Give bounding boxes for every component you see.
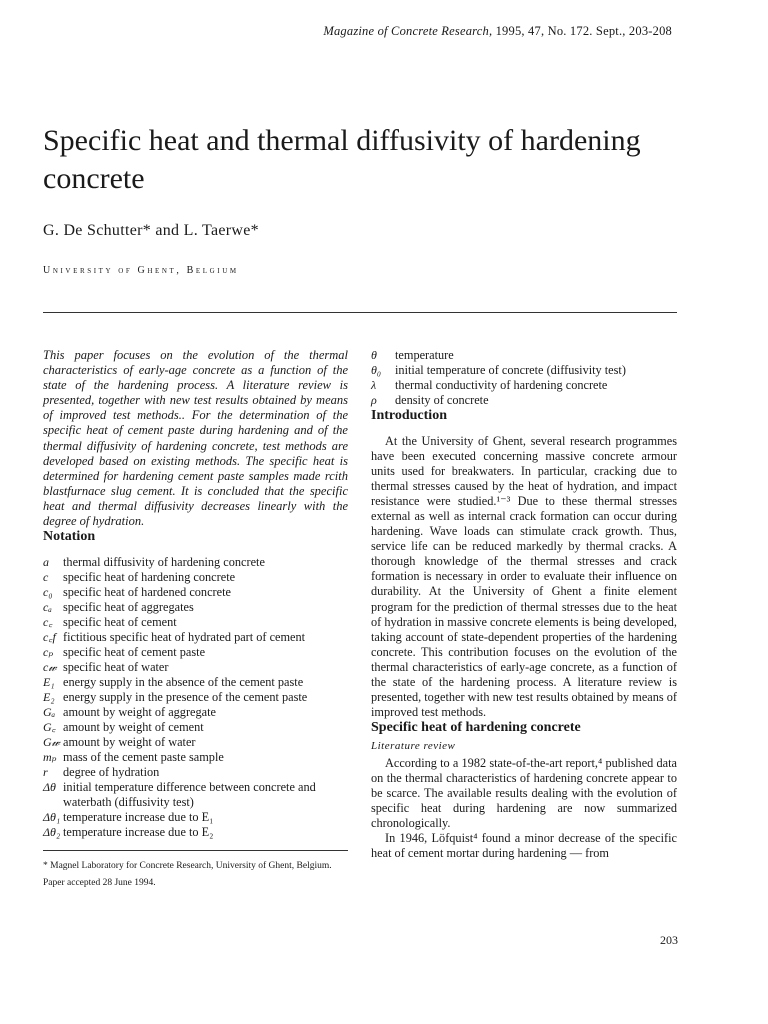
notation-item <box>43 675 348 690</box>
notation-symbol: θ <box>371 348 377 362</box>
literature-review-subheading: Literature review <box>371 739 456 752</box>
notation-item <box>43 690 348 705</box>
notation-symbol: mₚ <box>43 750 57 765</box>
notation-definition: density of concrete <box>395 393 489 407</box>
notation-symbol: cₚ <box>43 645 54 660</box>
notation-symbol: r <box>43 765 48 780</box>
specific-heat-paragraph-1: According to a 1982 state-of-the-art report,⁴ published data on the thermal characteristics of hardening concrete appear to be scarce. The available results dealing with the evolution of specific heat during hardening are now summarized chronologically. <box>371 755 677 831</box>
journal-volume: 1995, 47, No. 172. Sept., 203-208 <box>492 24 672 38</box>
notation-definition: specific heat of cement <box>63 615 177 630</box>
notation-definition: amount by weight of cement <box>63 720 204 735</box>
notation-definition: initial temperature difference between concrete and <box>63 780 316 795</box>
notation-symbol: Gₐ <box>43 705 56 720</box>
notation-symbol: G꜀ <box>43 720 56 735</box>
notation-definition: amount by weight of aggregate <box>63 705 216 720</box>
notation-item <box>43 585 348 600</box>
notation-definition: temperature <box>395 348 454 362</box>
notation-definition: thermal conductivity of hardening concrete <box>395 378 608 392</box>
notation-symbol: c꜀f <box>43 630 56 645</box>
notation-item <box>371 363 677 378</box>
affiliation: University of Ghent, Belgium <box>43 265 239 276</box>
left-column <box>43 348 348 888</box>
abstract: This paper focuses on the evolution of the thermal characteristics of early-age concrete as a function of the state of the hardening process. A literature review is presented, together with new test results obtained by means of improved test methods.. For the determination of the specific heat of cement paste during hardening and of the thermal diffusivity of hardening concrete, test methods are developed based on existing methods. The specific heat is determined for hardening cement paste samples made rcith blastfurnace slug cement. It is concluded that the specific heat and thermal diffusivity decreases linearly with the degree of hydration. <box>43 348 348 529</box>
notation-item <box>43 645 348 660</box>
notation-item <box>43 825 348 840</box>
notation-symbol: c𝓌 <box>43 660 57 675</box>
introduction-heading: Introduction <box>371 408 447 423</box>
notation-symbol: E₂ <box>43 690 55 705</box>
header-divider <box>43 312 677 313</box>
notation-symbol: ρ <box>371 393 377 407</box>
right-column <box>371 348 677 861</box>
notation-symbol: c꜀ <box>43 615 53 630</box>
notation-definition: specific heat of cement paste <box>63 645 206 660</box>
notation-item <box>371 393 677 408</box>
notation-item <box>43 735 348 750</box>
notation-definition: degree of hydration <box>63 765 160 780</box>
notation-symbol <box>43 795 63 810</box>
notation-definition: specific heat of hardened concrete <box>63 585 231 600</box>
notation-item <box>371 378 677 393</box>
notation-item <box>43 555 348 570</box>
notation-item <box>371 348 677 363</box>
notation-symbol: Δθ₁ <box>43 810 61 825</box>
notation-symbol: cₐ <box>43 600 52 615</box>
journal-name: Magazine of Concrete Research, <box>323 24 493 38</box>
notation-symbol: c₀ <box>43 585 53 600</box>
notation-symbol: λ <box>371 378 377 392</box>
introduction-paragraph: At the University of Ghent, several research programmes have been executed concerning massive concrete armour units used for breakwaters. In particular, cracking due to thermal stresses caused by the heat of hydration, and impact resistance were studied.¹⁻³ Due to these thermal stresses external as well as internal crack formation can occur during hardening. Wave loads can stimulate crack growth. Thus, service life can be reduced markedly by thermal cracks. A thorough knowledge of the thermal stresses and crack formation is necessary in order to evaluate their influence on durability. At the University of Ghent a finite element program for the prediction of thermal stresses due to the heat of hydration in massive concrete elements is being developed, taking account of state-dependent properties of the hardening concrete. This contribution focuses on the evolution of the thermal characteristics of early-age concrete, as a function of the state of the hardening process. A literature review is presented, together with new test results obtained by means of improved test methods. <box>371 434 677 719</box>
notation-item <box>43 795 348 810</box>
notation-symbol: E₁ <box>43 675 55 690</box>
notation-symbol: Δθ₂ <box>43 825 61 840</box>
notation-definition: temperature increase due to E₁ <box>63 810 214 825</box>
notation-item <box>43 810 348 825</box>
paper-accepted-note: Paper accepted 28 June 1994. <box>43 878 156 889</box>
notation-definition: energy supply in the absence of the cement paste <box>63 675 304 690</box>
notation-symbol: θ₀ <box>371 363 382 377</box>
paper-title: Specific heat and thermal diffusivity of hardening concrete <box>43 124 641 195</box>
journal-citation <box>323 24 672 39</box>
notation-definition: waterbath (diffusivity test) <box>63 795 194 810</box>
notation-list <box>43 555 348 840</box>
notation-symbol: a <box>43 555 49 570</box>
notation-symbol: c <box>43 570 49 585</box>
notation-item <box>43 600 348 615</box>
notation-definition: energy supply in the presence of the cement paste <box>63 690 308 705</box>
notation-item <box>43 720 348 735</box>
notation-item <box>43 750 348 765</box>
notation-item <box>43 765 348 780</box>
notation-definition: specific heat of hardening concrete <box>63 570 236 585</box>
notation-item <box>43 780 348 795</box>
footnote-divider <box>43 850 348 851</box>
notation-definition: temperature increase due to E₂ <box>63 825 214 840</box>
notation-symbol: Δθ <box>43 780 56 795</box>
notation-definition: mass of the cement paste sample <box>63 750 224 765</box>
specific-heat-paragraph-2: In 1946, Löfquist⁴ found a minor decrease of the specific heat of cement mortar during hardening — from <box>371 831 677 861</box>
notation-definition: specific heat of aggregates <box>63 600 194 615</box>
notation-definition: amount by weight of water <box>63 735 196 750</box>
notation-definition: thermal diffusivity of hardening concrete <box>63 555 265 570</box>
authors: G. De Schutter* and L. Taerwe* <box>43 222 259 239</box>
notation-definition: fictitious specific heat of hydrated part of cement <box>63 630 306 645</box>
notation-item <box>43 570 348 585</box>
notation-item <box>43 630 348 645</box>
page-number: 203 <box>660 933 678 947</box>
notation-continued-list <box>371 348 677 408</box>
notation-definition: specific heat of water <box>63 660 169 675</box>
notation-item <box>43 660 348 675</box>
notation-heading: Notation <box>43 529 96 545</box>
notation-symbol: G𝓌 <box>43 735 60 750</box>
notation-item <box>43 615 348 630</box>
specific-heat-heading: Specific heat of hardening concrete <box>371 719 581 735</box>
notation-definition: initial temperature of concrete (diffusivity test) <box>395 363 626 377</box>
notation-item <box>43 705 348 720</box>
affiliation-footnote: * Magnel Laboratory for Concrete Research, University of Ghent, Belgium. <box>43 861 332 872</box>
